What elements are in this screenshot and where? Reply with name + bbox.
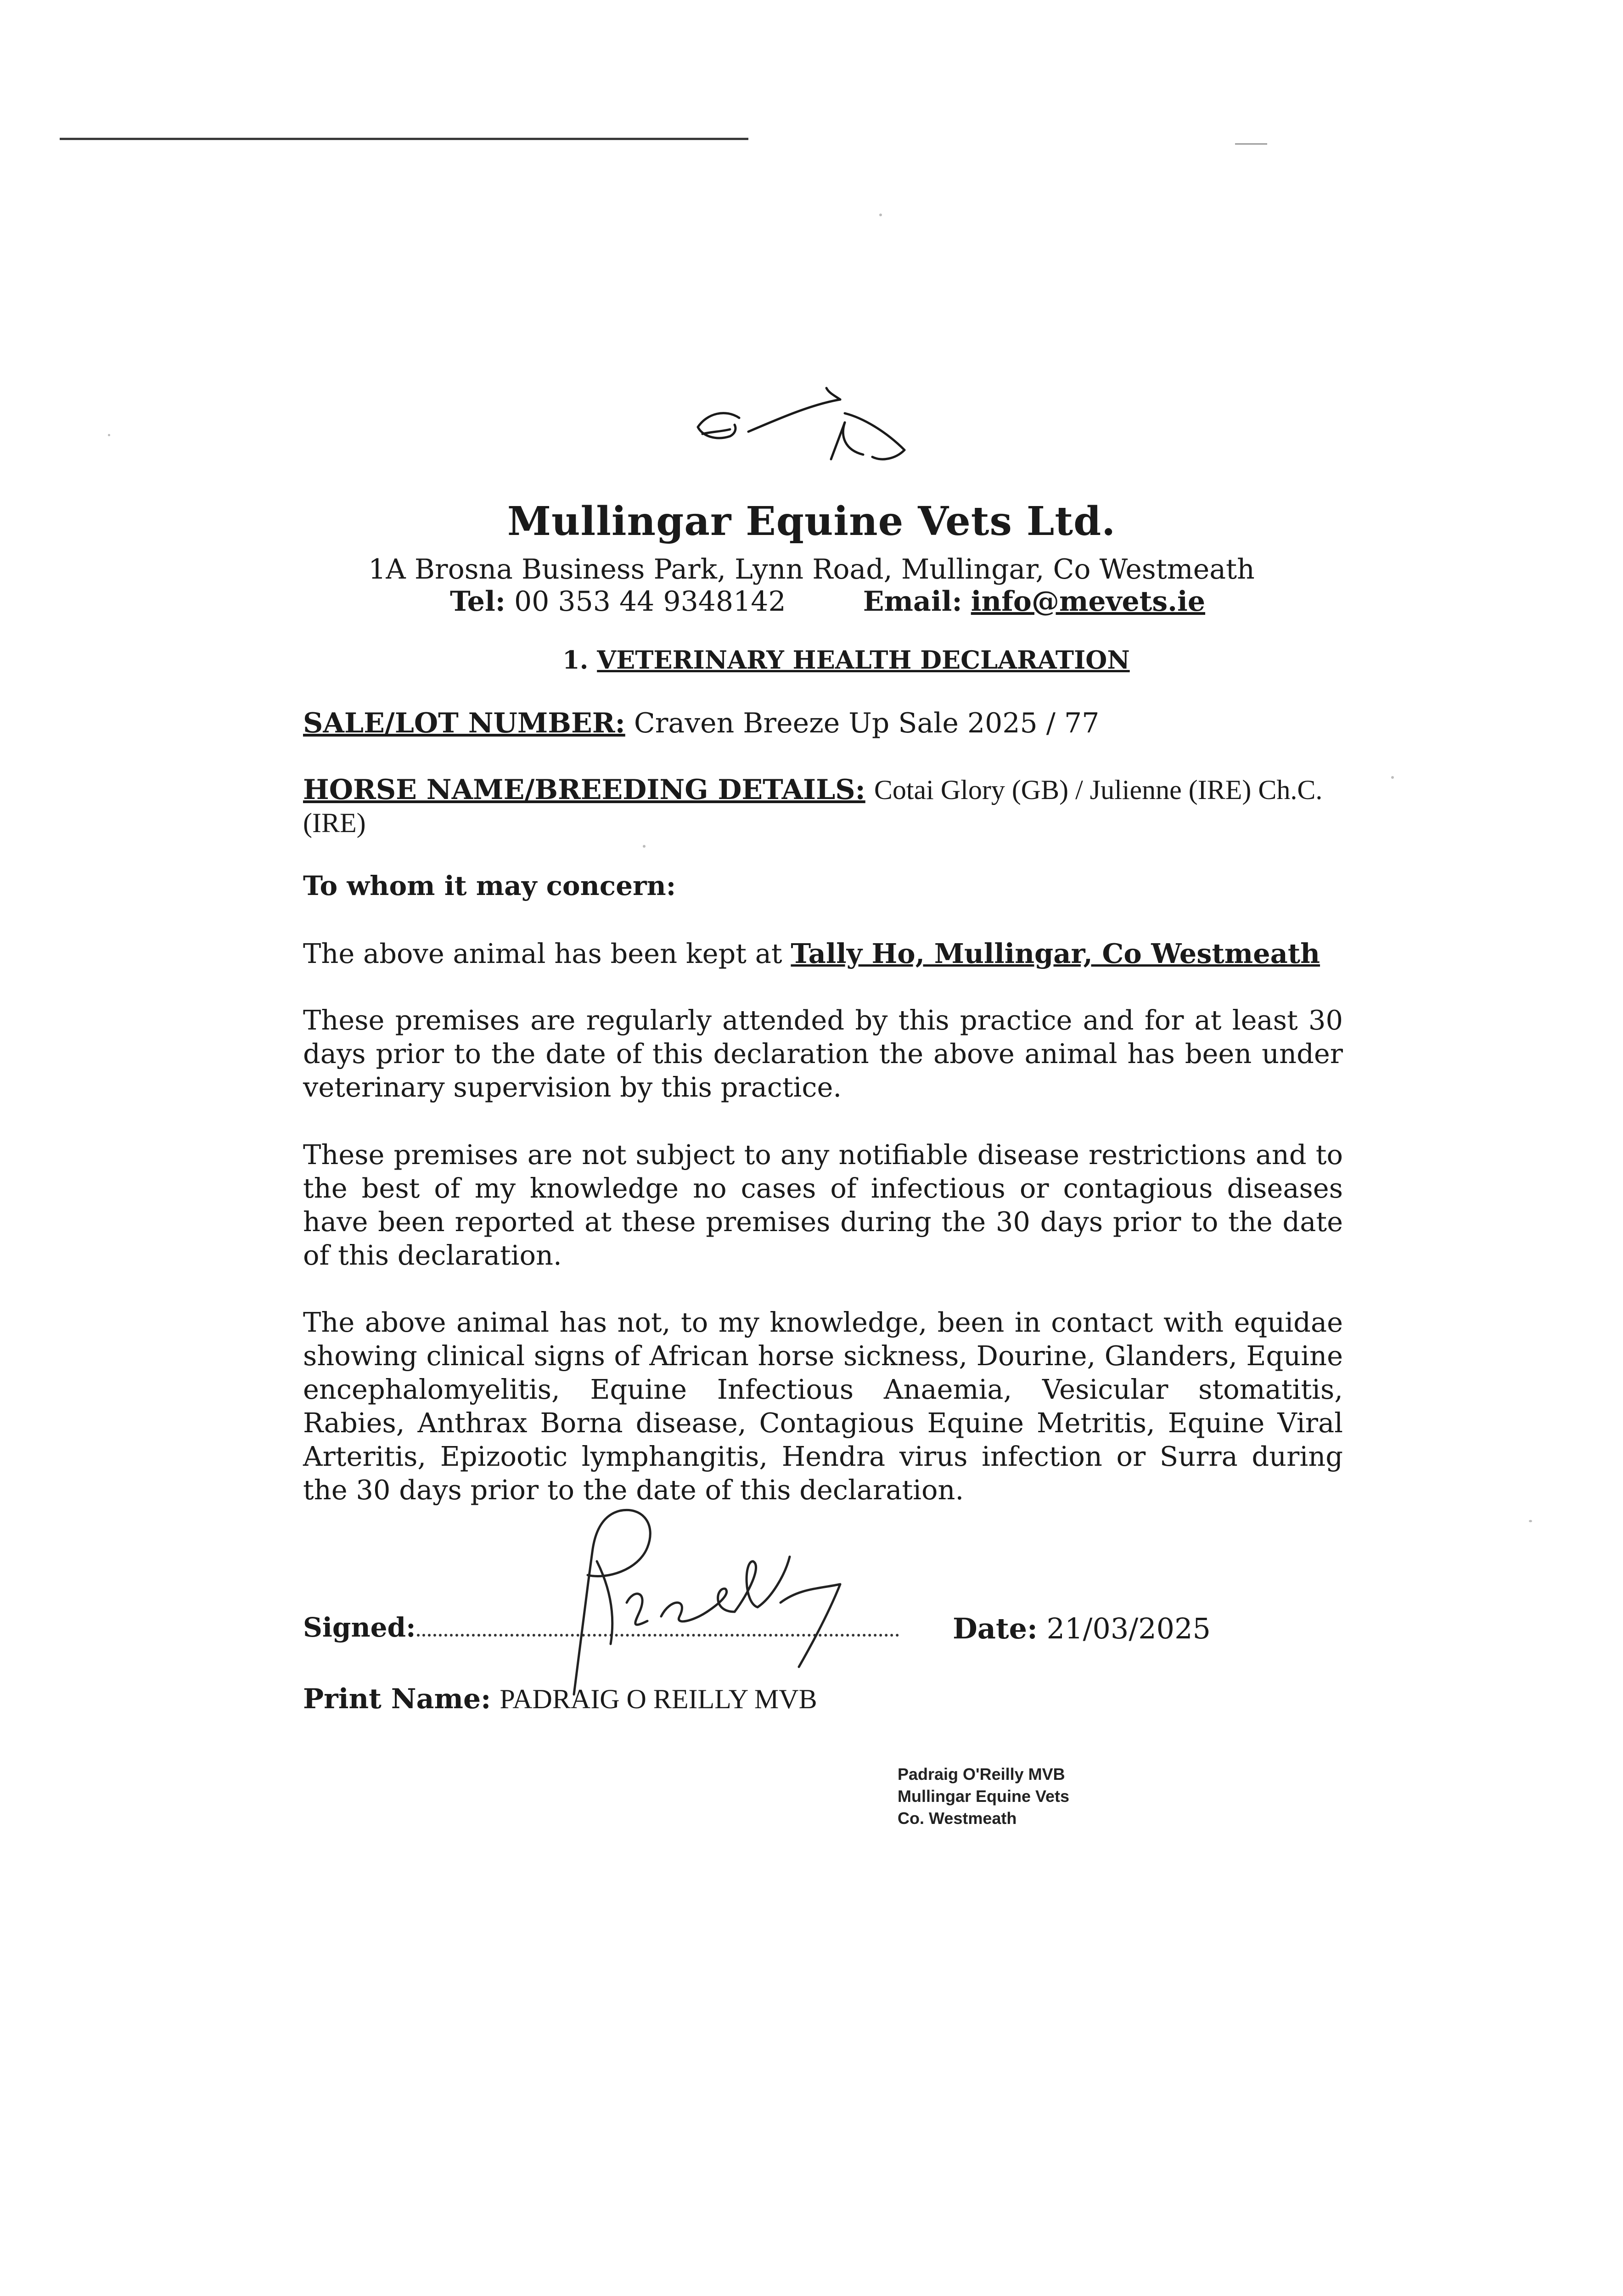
horse-value: Cotai Glory (GB) / Julienne (IRE) Ch.C. — [874, 775, 1323, 805]
sale-lot-value: Craven Breeze Up Sale 2025 / 77 — [634, 707, 1100, 739]
kept-at-location: Tally Ho, Mullingar, Co Westmeath — [791, 938, 1320, 969]
horse-label: HORSE NAME/BREEDING DETAILS: — [303, 774, 865, 806]
horse-value-continued: (IRE) — [303, 808, 366, 838]
supervision-paragraph: These premises are regularly attended by this practice and for at least 30 days prior to the date of this declaration the above animal has been under veterinary supervision by this practice. — [303, 1004, 1343, 1103]
print-name-field — [303, 1683, 817, 1715]
scan-speck — [1529, 1520, 1532, 1522]
date-field — [953, 1612, 1211, 1645]
email-label: Email: — [863, 585, 962, 618]
scan-speck — [643, 845, 646, 848]
email-link[interactable]: info@mevets.ie — [971, 585, 1205, 618]
handwritten-signature-icon — [542, 1483, 932, 1704]
print-name-label: Print Name: — [303, 1683, 491, 1715]
scan-artifact-line — [60, 138, 748, 140]
practice-stamp — [898, 1763, 1069, 1829]
signed-label: Signed: — [303, 1612, 416, 1643]
greeting: To whom it may concern: — [303, 870, 676, 901]
horse-head-logo-icon — [689, 386, 955, 478]
date-value: 21/03/2025 — [1046, 1612, 1211, 1645]
horse-field-continued — [303, 807, 366, 839]
kept-at-text: The above animal has been kept at — [303, 938, 782, 969]
restrictions-paragraph: These premises are not subject to any notifiable disease restrictions and to the best of my knowledge no cases of infectious or contagious diseases have been reported at these premises during the 30 days prior to the date of this declaration. — [303, 1139, 1343, 1271]
contact-paragraph: The above animal has not, to my knowledge, been in contact with equidae showing clinical signs of African horse sickness, Dourine, Glanders, Equine encephalomyelitis, Equine Infectious Anaemia, Vesicular stomatitis, Rabies, Anthrax Borna disease, Contagious Equine Metritis, Equine Viral Arteritis, Epizootic lymphangitis, Hendra virus infection or Surra during the 30 days prior to the date of this declaration. — [303, 1306, 1343, 1506]
scan-speck — [108, 434, 110, 436]
horse-field — [303, 774, 1322, 806]
stamp-line-county: Co. Westmeath — [898, 1809, 1017, 1828]
date-label: Date: — [953, 1612, 1038, 1645]
company-name: Mullingar Equine Vets Ltd. — [507, 498, 1116, 545]
contact-line — [450, 585, 1205, 618]
print-name-value: PADRAIG O REILLY MVB — [500, 1684, 817, 1714]
scan-speck — [1391, 776, 1394, 779]
sale-lot-field — [303, 707, 1099, 739]
declaration-title — [562, 645, 1130, 675]
declaration-title-text: VETERINARY HEALTH DECLARATION — [597, 645, 1130, 675]
sale-lot-label: SALE/LOT NUMBER: — [303, 707, 625, 739]
scan-speck — [879, 214, 882, 216]
tel-label: Tel: — [450, 585, 505, 618]
stamp-line-name: Padraig O'Reilly MVB — [898, 1765, 1065, 1784]
declaration-number: 1. — [562, 645, 589, 675]
tel-value: 00 353 44 9348142 — [514, 585, 786, 618]
stamp-line-practice: Mullingar Equine Vets — [898, 1787, 1070, 1806]
kept-at-paragraph — [303, 937, 1343, 970]
scan-artifact-mark — [1235, 143, 1267, 145]
company-address: 1A Brosna Business Park, Lynn Road, Mullingar, Co Westmeath — [368, 553, 1255, 585]
